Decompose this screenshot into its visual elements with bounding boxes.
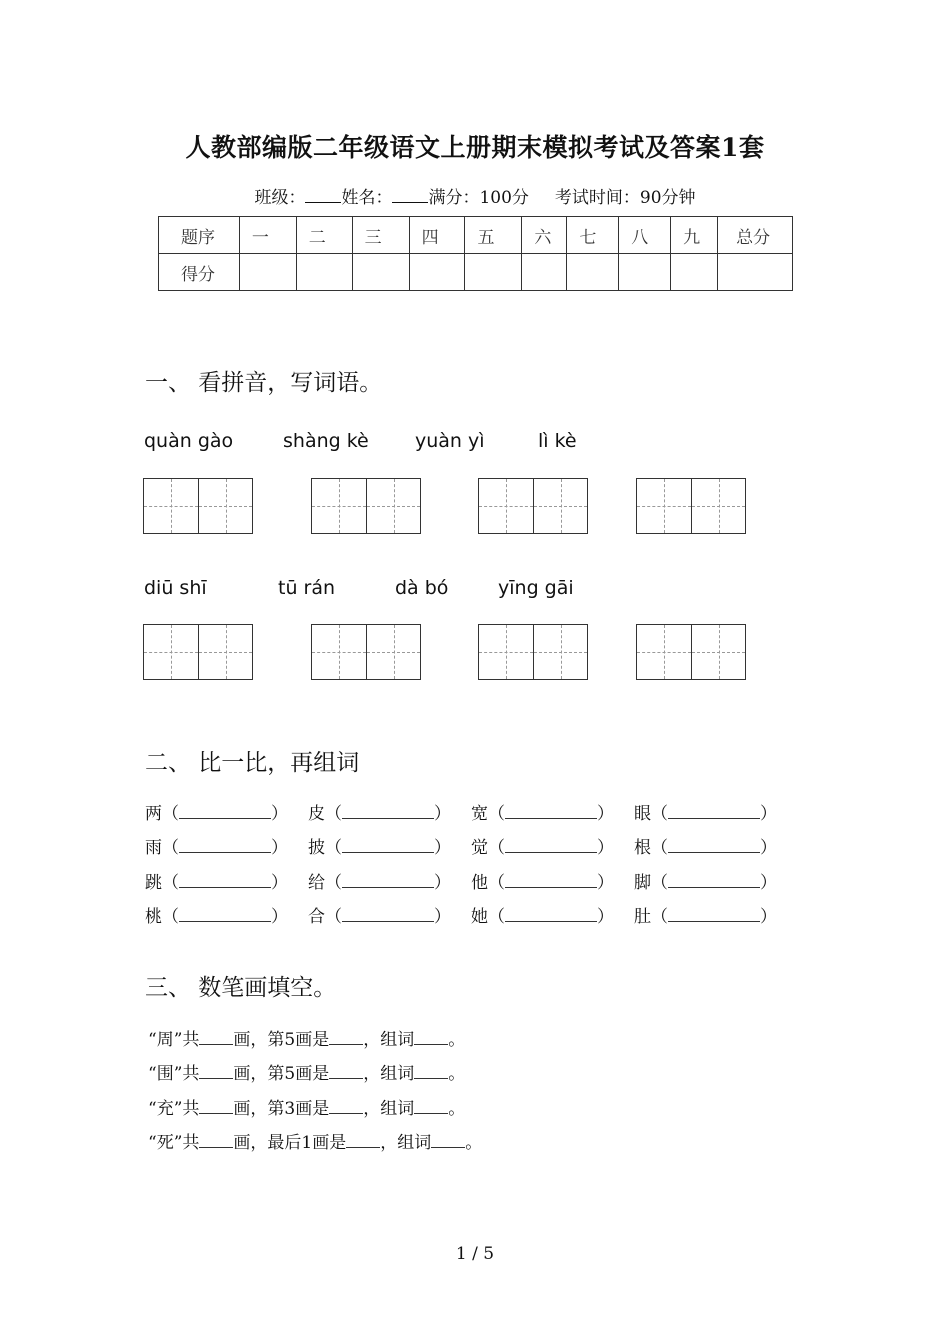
- table-header-cell: 总分: [718, 217, 793, 254]
- end-mark: 。: [465, 1133, 483, 1153]
- answer-blank[interactable]: [505, 804, 597, 819]
- answer-blank[interactable]: [179, 907, 271, 922]
- section3-heading: 三、 数笔画填空。: [145, 975, 337, 1001]
- question-char: “周”共: [148, 1030, 200, 1050]
- table-header-cell: 八: [619, 217, 671, 254]
- compare-item: 两（ ）: [145, 804, 288, 824]
- compare-char: 脚: [634, 873, 651, 893]
- compare-char: 给: [308, 873, 325, 893]
- compare-item: 她（ ）: [471, 907, 614, 927]
- answer-blank[interactable]: [505, 838, 597, 853]
- question-text: ，组词: [363, 1064, 415, 1084]
- question-text: ，组词: [363, 1030, 415, 1050]
- stroke-question: [148, 1025, 465, 1050]
- compare-char: 根: [634, 838, 651, 858]
- compare-item: 合（ ）: [308, 907, 451, 927]
- answer-blank[interactable]: [199, 1133, 233, 1148]
- compare-item: 肚（ ）: [634, 907, 777, 927]
- score-cell[interactable]: [465, 254, 522, 291]
- name-blank[interactable]: [392, 188, 428, 203]
- answer-blank[interactable]: [346, 1133, 380, 1148]
- question-char: “死”共: [148, 1133, 200, 1153]
- compare-item: 他（ ）: [471, 873, 614, 893]
- compare-char: 宽: [471, 804, 488, 824]
- question-text: 画，最后1画是: [233, 1133, 347, 1153]
- compare-char: 皮: [308, 804, 325, 824]
- score-cell[interactable]: [567, 254, 619, 291]
- answer-blank[interactable]: [329, 1064, 363, 1079]
- compare-item: 雨（ ）: [145, 838, 288, 858]
- stroke-question: [148, 1128, 482, 1153]
- end-mark: 。: [448, 1064, 466, 1084]
- compare-item: 跳（ ）: [145, 873, 288, 893]
- compare-char: 雨: [145, 838, 162, 858]
- stroke-question: [148, 1094, 465, 1119]
- answer-blank[interactable]: [505, 907, 597, 922]
- compare-item: 脚（ ）: [634, 873, 777, 893]
- score-cell[interactable]: [239, 254, 296, 291]
- stroke-question: [148, 1059, 465, 1084]
- compare-char: 觉: [471, 838, 488, 858]
- question-text: 画，第5画是: [233, 1030, 330, 1050]
- name-label: 姓名：: [341, 188, 393, 208]
- pinyin-label: yīng gāi: [498, 577, 574, 599]
- answer-blank[interactable]: [342, 838, 434, 853]
- answer-blank[interactable]: [342, 873, 434, 888]
- answer-blank[interactable]: [431, 1133, 465, 1148]
- score-cell[interactable]: [409, 254, 465, 291]
- answer-blank[interactable]: [179, 838, 271, 853]
- question-text: 画，第3画是: [233, 1099, 330, 1119]
- class-label: 班级：: [254, 188, 306, 208]
- question-char: “充”共: [148, 1099, 200, 1119]
- score-cell[interactable]: [296, 254, 352, 291]
- answer-blank[interactable]: [199, 1064, 233, 1079]
- compare-item: 桃（ ）: [145, 907, 288, 927]
- writing-grid[interactable]: [478, 478, 588, 534]
- question-text: 画，第5画是: [233, 1064, 330, 1084]
- score-table: [158, 216, 793, 291]
- exam-info: [0, 183, 950, 208]
- score-cell[interactable]: [352, 254, 409, 291]
- question-char: “围”共: [148, 1064, 200, 1084]
- end-mark: 。: [448, 1099, 466, 1119]
- compare-item: 给（ ）: [308, 873, 451, 893]
- compare-char: 披: [308, 838, 325, 858]
- writing-grid[interactable]: [143, 478, 253, 534]
- compare-char: 跳: [145, 873, 162, 893]
- answer-blank[interactable]: [668, 838, 760, 853]
- writing-grid[interactable]: [311, 478, 421, 534]
- question-text: ，组词: [380, 1133, 432, 1153]
- pinyin-label: quàn gào: [144, 430, 234, 452]
- writing-grid[interactable]: [311, 624, 421, 680]
- compare-item: 宽（ ）: [471, 804, 614, 824]
- class-blank[interactable]: [305, 188, 341, 203]
- answer-blank[interactable]: [199, 1099, 233, 1114]
- section1-heading: 一、 看拼音，写词语。: [145, 370, 383, 396]
- writing-grid[interactable]: [143, 624, 253, 680]
- question-text: ，组词: [363, 1099, 415, 1119]
- pinyin-label: lì kè: [538, 430, 577, 452]
- answer-blank[interactable]: [179, 804, 271, 819]
- answer-blank[interactable]: [329, 1099, 363, 1114]
- table-header-cell: 四: [409, 217, 465, 254]
- answer-blank[interactable]: [668, 907, 760, 922]
- compare-item: 根（ ）: [634, 838, 777, 858]
- page-number: 1 / 5: [455, 1244, 495, 1264]
- table-header-cell: 五: [465, 217, 522, 254]
- answer-blank[interactable]: [668, 804, 760, 819]
- full-score: 满分：100分: [428, 188, 529, 208]
- answer-blank[interactable]: [414, 1064, 448, 1079]
- end-mark: 。: [448, 1030, 466, 1050]
- score-table-score-row: [159, 254, 793, 291]
- compare-item: 皮（ ）: [308, 804, 451, 824]
- writing-grid[interactable]: [636, 478, 746, 534]
- compare-item: 眼（ ）: [634, 804, 777, 824]
- exam-time: 考试时间：90分钟: [554, 188, 696, 208]
- writing-grid[interactable]: [636, 624, 746, 680]
- table-header-cell: 九: [671, 217, 718, 254]
- answer-blank[interactable]: [329, 1030, 363, 1045]
- answer-blank[interactable]: [505, 873, 597, 888]
- score-cell[interactable]: [522, 254, 567, 291]
- table-header-cell: 一: [239, 217, 296, 254]
- answer-blank[interactable]: [342, 907, 434, 922]
- pinyin-label: shàng kè: [283, 430, 369, 452]
- writing-grid[interactable]: [478, 624, 588, 680]
- compare-char: 桃: [145, 907, 162, 927]
- table-header-cell: 六: [522, 217, 567, 254]
- compare-item: 披（ ）: [308, 838, 451, 858]
- answer-blank[interactable]: [668, 873, 760, 888]
- table-header-cell: 七: [567, 217, 619, 254]
- compare-char: 她: [471, 907, 488, 927]
- answer-blank[interactable]: [414, 1030, 448, 1045]
- score-cell[interactable]: [671, 254, 718, 291]
- answer-blank[interactable]: [199, 1030, 233, 1045]
- compare-char: 眼: [634, 804, 651, 824]
- pinyin-label: tū rán: [278, 577, 336, 599]
- section2-heading: 二、 比一比，再组词: [145, 750, 360, 776]
- answer-blank[interactable]: [179, 873, 271, 888]
- score-table-header-row: [159, 217, 793, 254]
- page-title: 人教部编版二年级语文上册期末模拟考试及答案1套: [185, 133, 765, 162]
- table-header-cell: 三: [352, 217, 409, 254]
- compare-char: 合: [308, 907, 325, 927]
- compare-item: 觉（ ）: [471, 838, 614, 858]
- compare-char: 肚: [634, 907, 651, 927]
- compare-char: 他: [471, 873, 488, 893]
- score-cell[interactable]: [619, 254, 671, 291]
- answer-blank[interactable]: [342, 804, 434, 819]
- score-cell[interactable]: [718, 254, 793, 291]
- pinyin-label: yuàn yì: [415, 430, 485, 452]
- answer-blank[interactable]: [414, 1099, 448, 1114]
- compare-char: 两: [145, 804, 162, 824]
- table-header-cell: 二: [296, 217, 352, 254]
- score-row-label: 得分: [159, 254, 240, 291]
- pinyin-label: diū shī: [144, 577, 207, 599]
- pinyin-label: dà bó: [395, 577, 449, 599]
- table-header-cell: 题序: [159, 217, 240, 254]
